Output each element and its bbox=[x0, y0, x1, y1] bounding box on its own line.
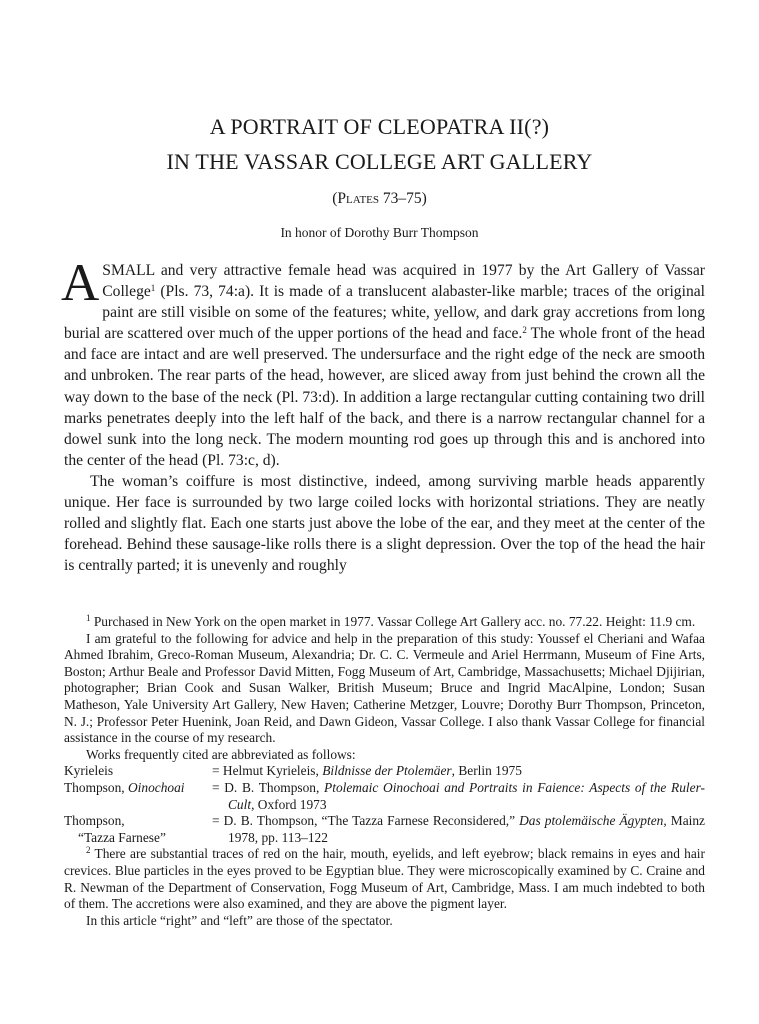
abbrev-value: = D. B. Thompson, “The Tazza Farnese Reconsidered,” Das ptolemäische Ägypten, Mainz 1978, pp. 113–122 bbox=[212, 813, 705, 845]
orientation-note: In this article “right” and “left” are those of the spectator. bbox=[86, 912, 393, 928]
abbreviation-list bbox=[64, 763, 705, 846]
footnotes bbox=[64, 614, 705, 929]
dedication: In honor of Dorothy Burr Thompson bbox=[280, 225, 479, 240]
abbrev-value: = Helmut Kyrieleis, Bildnisse der Ptolemäer, Berlin 1975 bbox=[212, 763, 522, 779]
drop-cap: A bbox=[61, 254, 100, 312]
footnote-ref-2[interactable]: 2 bbox=[522, 325, 527, 336]
works-cited-intro: Works frequently cited are abbreviated as follows: bbox=[86, 746, 356, 762]
article-title-line-2: IN THE VASSAR COLLEGE ART GALLERY bbox=[166, 149, 593, 174]
footnote-2: $^2$ There are substantial traces of red on the hair, mouth, eyelids, and left eyebrow; black remains in eyes and hair crevices. Blue particles in the eyes proved to be Egyptian blue. They were microscopically examined by C. Craine and R. Newman of the Department of Conservation, Fogg Museum of Art, Cambridge, Mass. I am much indebted to both of them. The accretions were also examined, and they are above the pigment layer. bbox=[64, 845, 705, 912]
plates-reference: (Plates 73–75) bbox=[332, 190, 427, 207]
abbrev-value: = D. B. Thompson, Ptolemaic Oinochoai and Portraits in Faience: Aspects of the Ruler-Cult, Oxford 1973 bbox=[212, 779, 705, 812]
article-body bbox=[61, 254, 706, 576]
acknowledgements: I am grateful to the following for advice and help in the preparation of this study: Youssef el Cheriani and Wafaa Ahmed Ibrahim, Greco-Roman Museum, Alexandria; Dr. C. C. Vermeule and Ariel Herrmann, Museum of Fine Arts, Boston; Arthur Beale and Professor David Mitten, Fogg Museum of Art, Cambridge, Massachusetts; Michael Djijirian, photographer; Brian Cook and Susan Walker, British Museum; Bruce and Ingrid MacAlpine, London; Susan Matheson, Yale University Art Gallery, New Haven; Catherine Metzger, Louvre; Dorothy Burr Thompson, Princeton, N. J.; Professor Peter Huenink, Joan Reid, and Dawn Gideon, Vassar College. I also thank Vassar College for financial assistance in the course of my research. bbox=[64, 630, 705, 746]
article-title-line-1: A PORTRAIT OF CLEOPATRA II(?) bbox=[209, 114, 550, 139]
abbrev-key: Kyrieleis bbox=[64, 763, 114, 779]
abbrev-key: Thompson, “Tazza Farnese” bbox=[64, 813, 166, 845]
body-paragraph-1: ASMALL and very attractive female head was acquired in 1977 by the Art Gallery of Vassar College$^1$ (Pls. 73, 74:a). It is made of a translucent alabaster-like marble; traces of the original paint are still visible on some of the features; white, yellow, and dark gray accretions from long burial are scattered over much of the upper portions of the head and face.$^2$ The whole front of the head and face are intact and are well preserved. The undersurface and the right edge of the neck are smooth and unbroken. The rear parts of the head, however, are sliced away from just behind the crown all the way down to the base of the neck (Pl. 73:d). In addition a large rectangular cutting containing two drill marks penetrates deeply into the left half of the back, and there is a narrow rectangular channel for a dowel sunk into the long neck. The modern mounting rod goes up through this and is anchored into the center of the head (Pl. 73:c, d). bbox=[61, 254, 706, 469]
abbrev-key: Thompson, Oinochoai bbox=[64, 779, 185, 795]
body-paragraph-2: The woman’s coiffure is most distinctive, indeed, among surviving marble heads apparently unique. Her face is surrounded by two large coiled locks with horizontal striations. They are neatly rolled and slightly flat. Each one starts just above the lobe of the ear, and they meet at the center of the forehead. Behind these sausage-like rolls there is a slight depression. Over the top of the head the hair is centrally parted; it is unevenly and roughly bbox=[64, 472, 705, 575]
footnote-1: $^1$ Purchased in New York on the open market in 1977. Vassar College Art Gallery acc. no. 77.22. Height: 11.9 cm. bbox=[86, 613, 696, 629]
footnote-ref-1[interactable]: 1 bbox=[150, 283, 156, 294]
